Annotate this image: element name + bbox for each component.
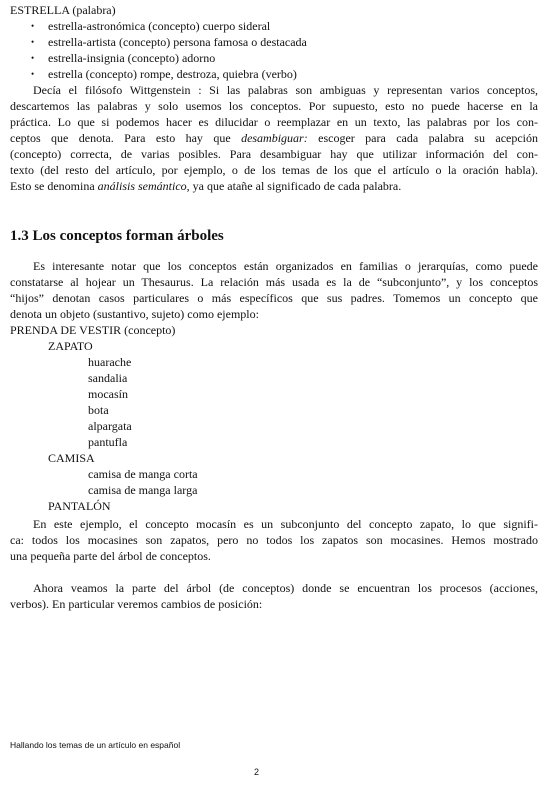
para2-line-3: “hijos” denotan casos particulares o más específicos que sus padres. Tomemos un concepto que	[10, 291, 538, 305]
tree-leaf: alpargata	[88, 419, 132, 433]
emphasis-analisis-semantico: análisis semántico	[97, 179, 187, 193]
para1-line-7: Esto se denomina análisis semántico, ya que atañe al significado de cada palabra.	[10, 179, 402, 193]
tree-leaf: huarache	[88, 355, 132, 369]
para2-line-4: denota un objeto (sustantivo, sujeto) como ejemplo:	[10, 307, 259, 321]
emphasis-desambiguar: desambiguar:	[241, 131, 308, 145]
footer-title: Hallando los temas de un artículo en español	[10, 740, 181, 750]
para1-line-4: ceptos que denota. Para esto hay que desambiguar: escoger para cada palabra su acepción	[10, 131, 539, 145]
tree-leaf: pantufla	[88, 435, 128, 449]
page-number: 2	[254, 767, 260, 777]
estrella-bullet-1: estrella-astronómica (concepto) cuerpo sideral	[48, 19, 271, 33]
tree-leaf: mocasín	[88, 387, 128, 401]
para1-line-1: Decía el filósofo Wittgenstein : Si las palabras son ambiguas y representan varios conceptos,	[33, 83, 538, 97]
para3-line-1: En este ejemplo, el concepto mocasín es un subconjunto del concepto zapato, lo que signifi-	[33, 517, 538, 531]
estrella-bullet-4: estrella (concepto) rompe, destroza, quiebra (verbo)	[48, 67, 297, 81]
tree-leaf: camisa de manga larga	[88, 483, 198, 497]
para3-line-3: una pequeña parte del árbol de conceptos.	[10, 549, 211, 563]
section-title: 1.3 Los conceptos forman árboles	[10, 228, 224, 244]
tree-node-pantalon: PANTALÓN	[48, 499, 111, 513]
bullet-icon: •	[31, 21, 35, 31]
para2-line-2: constatarse al hojear un Thesaurus. La relación más usada es la de “subconjunto”, y los conceptos	[10, 275, 538, 289]
para4-line-1: Ahora veamos la parte del árbol (de conceptos) donde se encuentran los procesos (acciones,	[33, 581, 538, 595]
tree-root: PRENDA DE VESTIR (concepto)	[10, 323, 176, 337]
para1-line-2: descartemos las palabras y solo usemos los conceptos. Por supuesto, esto no puede hacerse en la	[10, 99, 538, 113]
tree-leaf: camisa de manga corta	[88, 467, 198, 481]
estrella-bullet-3: estrella-insignia (concepto) adorno	[48, 51, 216, 65]
tree-node-zapato: ZAPATO	[48, 339, 93, 353]
para2-line-1: Es interesante notar que los conceptos están organizados en familias o jerarquías, como puede	[33, 259, 538, 273]
para1-line-5: (concepto) correcta, de varias posibles. Para desambiguar hay que utilizar información del con-	[10, 147, 538, 161]
estrella-bullet-2: estrella-artista (concepto) persona famosa o destacada	[48, 35, 307, 49]
tree-leaf: sandalia	[88, 371, 128, 385]
tree-node-camisa: CAMISA	[48, 451, 95, 465]
para4-line-2: verbos). En particular veremos cambios de posición:	[10, 597, 263, 611]
para1-line-3: práctica. Lo que si podemos hacer es dilucidar o reemplazar en un texto, las palabras por los con-	[10, 115, 538, 129]
bullet-icon: •	[31, 53, 35, 63]
para3-line-2: ca: todos los mocasines son zapatos, pero no todos los zapatos son mocasines. Hemos mostrado	[10, 533, 538, 547]
estrella-heading: ESTRELLA (palabra)	[10, 3, 116, 17]
tree-leaf: bota	[88, 403, 109, 417]
bullet-icon: •	[31, 37, 35, 47]
bullet-icon: •	[31, 69, 35, 79]
para1-line-6: texto (del resto del artículo, por ejemplo, o de los temas de los que el artículo o la oración habla).	[10, 163, 538, 177]
